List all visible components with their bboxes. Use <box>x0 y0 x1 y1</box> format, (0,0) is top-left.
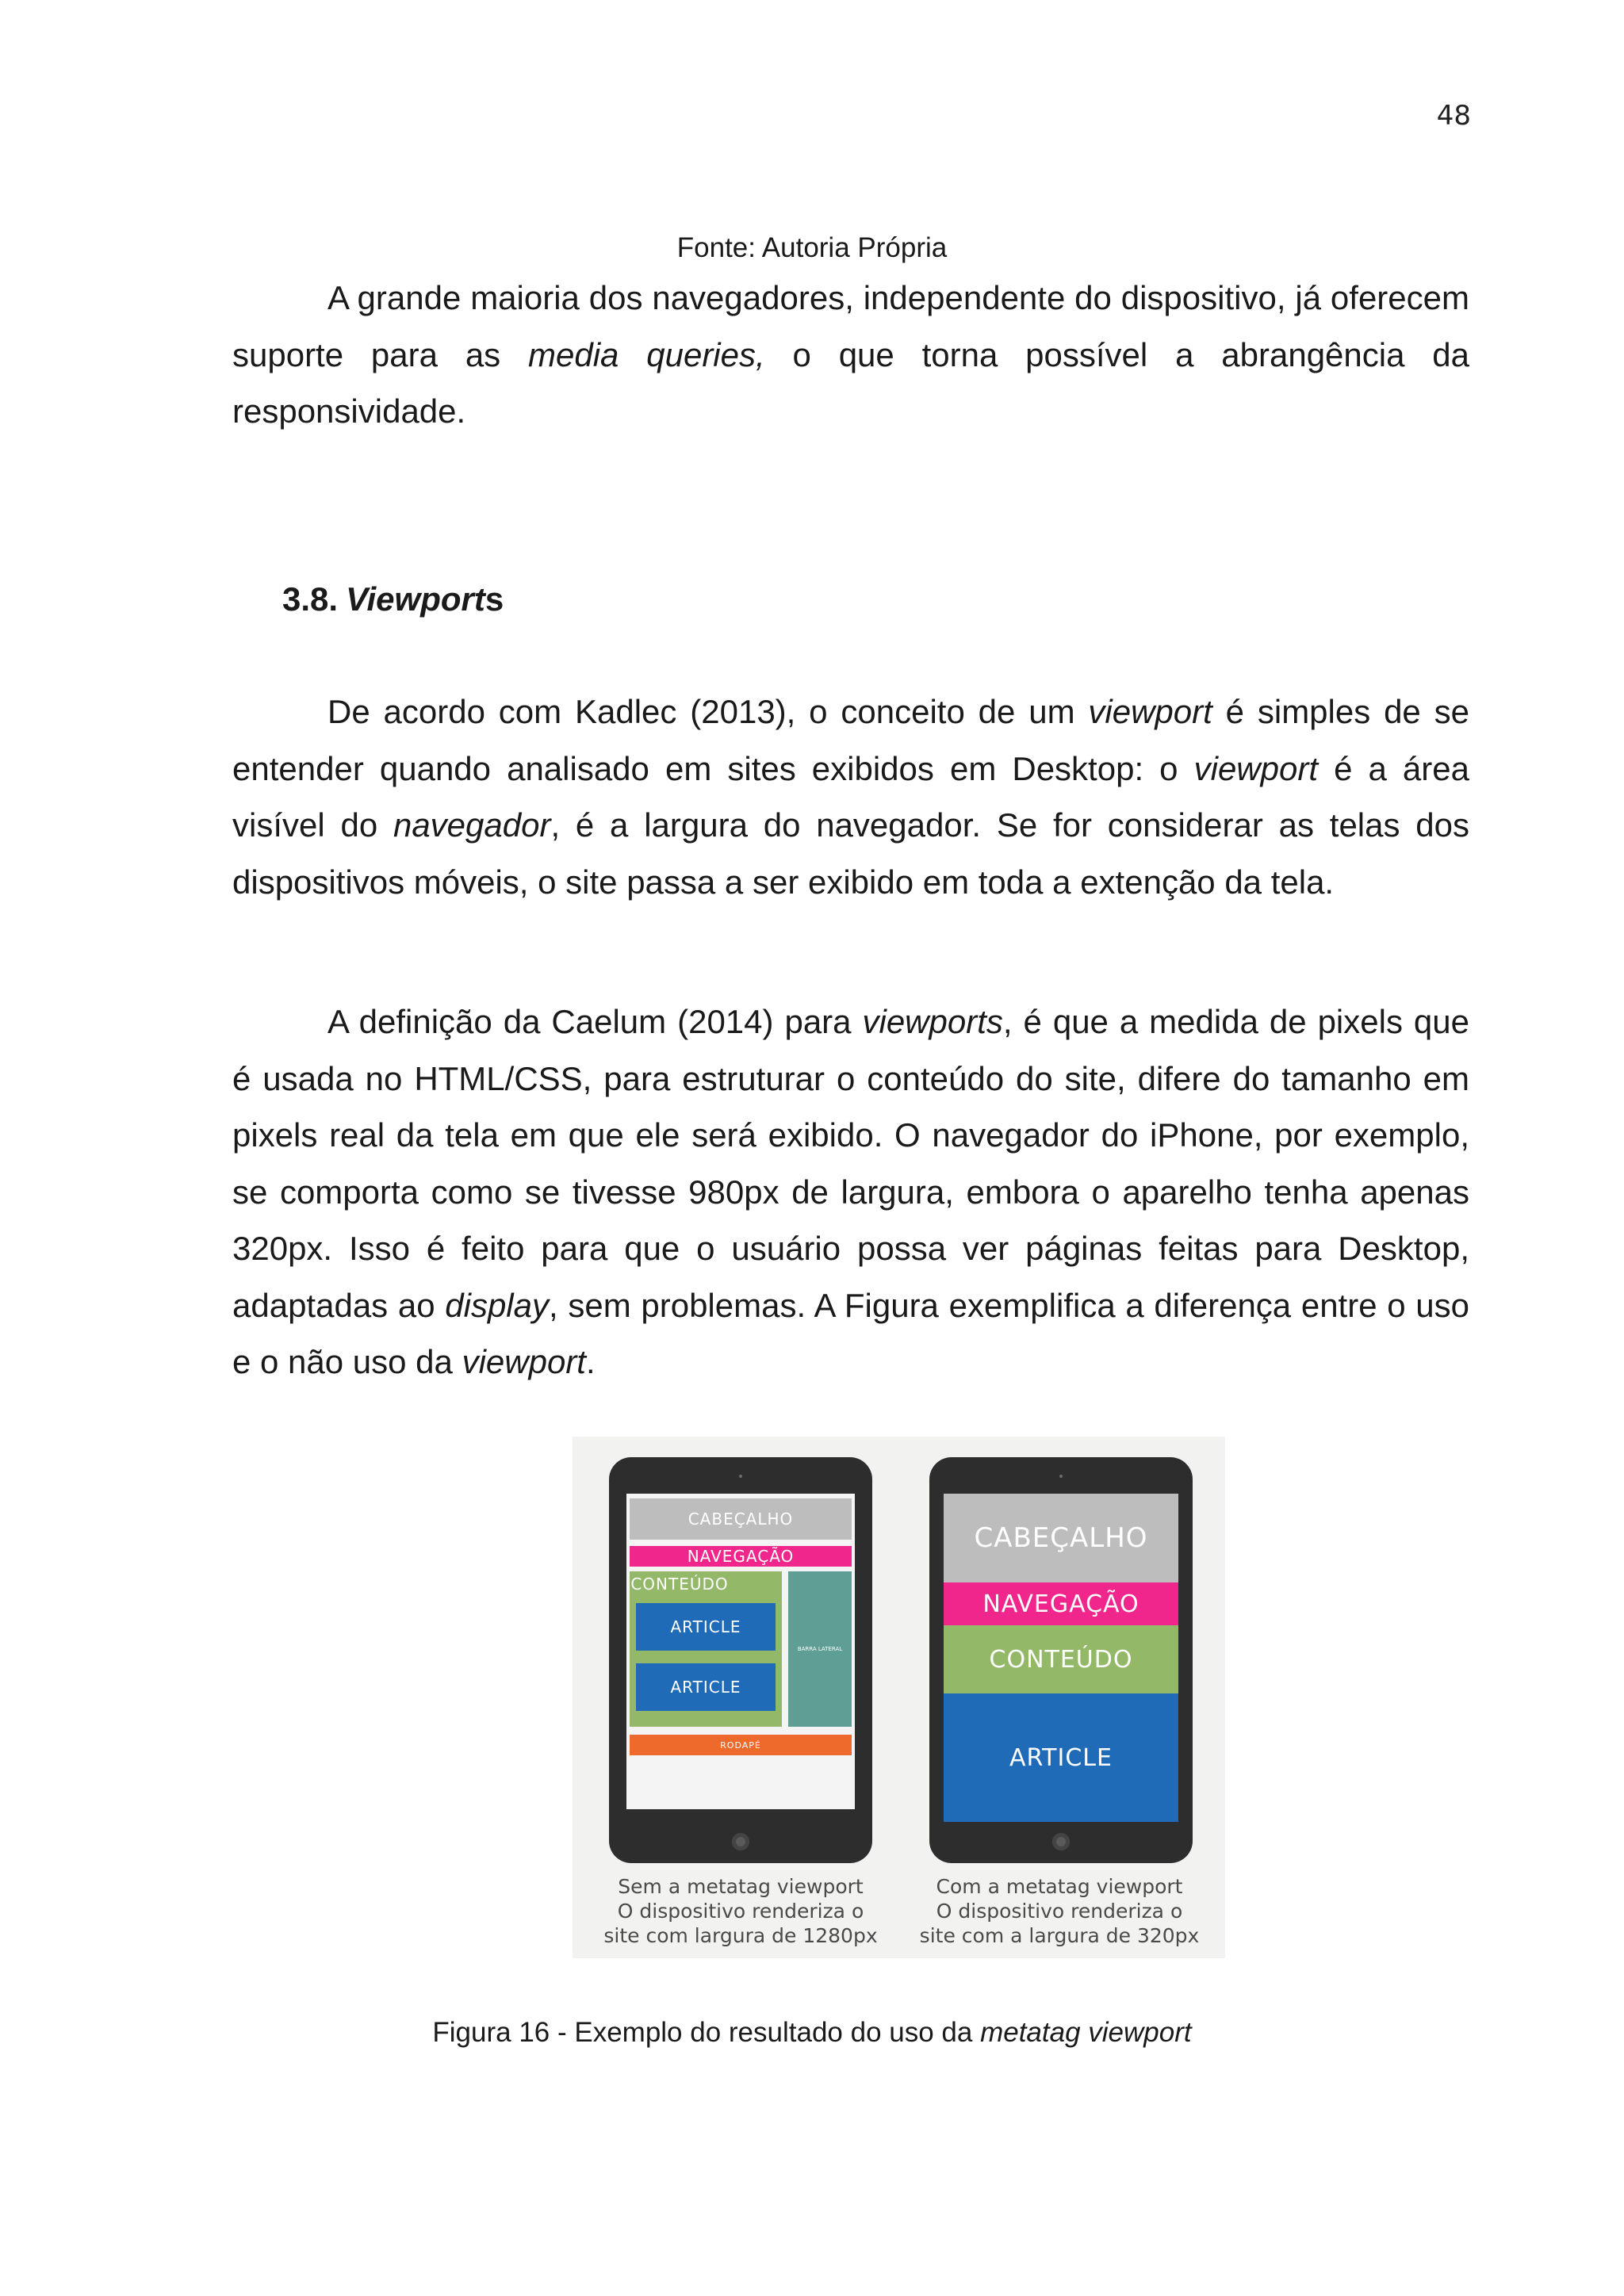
phone-caption-without-viewport: Sem a metatag viewport O dispositivo renderiza o site com largura de 1280px <box>603 1875 878 1947</box>
layout-header: CABEÇALHO <box>944 1494 1178 1582</box>
page-number: 48 <box>1436 100 1471 132</box>
layout-content: CONTEÚDO <box>944 1625 1178 1693</box>
layout-content-label: CONTEÚDO <box>630 1575 729 1594</box>
phone-caption-with-viewport: Com a metatag viewport O dispositivo renderiza o site com a largura de 320px <box>919 1875 1200 1947</box>
home-button-icon <box>1052 1833 1070 1850</box>
layout-article: ARTICLE <box>636 1663 776 1711</box>
camera-icon <box>1059 1475 1063 1478</box>
layout-nav: NAVEGAÇÃO <box>944 1582 1178 1625</box>
layout-article: ARTICLE <box>636 1603 776 1651</box>
layout-sidebar: BARRA LATERAL <box>788 1571 852 1727</box>
paragraph-caelum: A definição da Caelum (2014) para viewports, é que a medida de pixels que é usada no HTML/CSS, para estruturar o conteúdo do site, difere do tamanho em pixels real da tela em que ele será exibido. O navegador do iPhone, por exemplo, se comporta como se tivesse 980px de largura, embora o aparelho tenha apenas 320px. Isso é feito para que o usuário possa ver páginas feitas para Desktop, adaptadas ao display, sem problemas. A Figura exemplifica a diferença entre o uso e o não uso da viewport. <box>232 1003 1469 1380</box>
phone-screen <box>626 1494 855 1809</box>
camera-icon <box>739 1475 742 1478</box>
layout-article: ARTICLE <box>944 1693 1178 1822</box>
phone-without-viewport <box>609 1457 872 1863</box>
section-heading <box>282 577 504 622</box>
section-number: 3.8. <box>282 580 339 618</box>
phone-with-viewport <box>929 1457 1193 1863</box>
layout-header: CABEÇALHO <box>630 1498 852 1540</box>
paragraph-kadlec: De acordo com Kadlec (2013), o conceito de um viewport é simples de se entender quando analisado em sites exibidos em Desktop: o viewport é a área visível do navegador, é a largura do navegador. Se for considerar as telas dos dispositivos móveis, o site passa a ser exibido em toda a extenção da tela. <box>232 693 1469 901</box>
section-title-suffix: s <box>485 580 504 618</box>
layout-nav: NAVEGAÇÃO <box>630 1546 852 1567</box>
viewport-figure <box>573 1437 1225 1958</box>
phone-screen <box>944 1494 1178 1822</box>
section-title-italic: Viewport <box>346 580 485 618</box>
home-button-icon <box>732 1833 749 1850</box>
figure-source: Fonte: Autoria Própria <box>676 232 948 263</box>
paragraph-media-queries: A grande maioria dos navegadores, independente do dispositivo, já oferecem suporte para as media queries, o que torna possível a abrangência da responsividade. <box>232 279 1470 430</box>
layout-footer: RODAPÉ <box>630 1735 852 1755</box>
figure-caption: Figura 16 - Exemplo do resultado do uso da metatag viewport <box>432 2017 1192 2048</box>
